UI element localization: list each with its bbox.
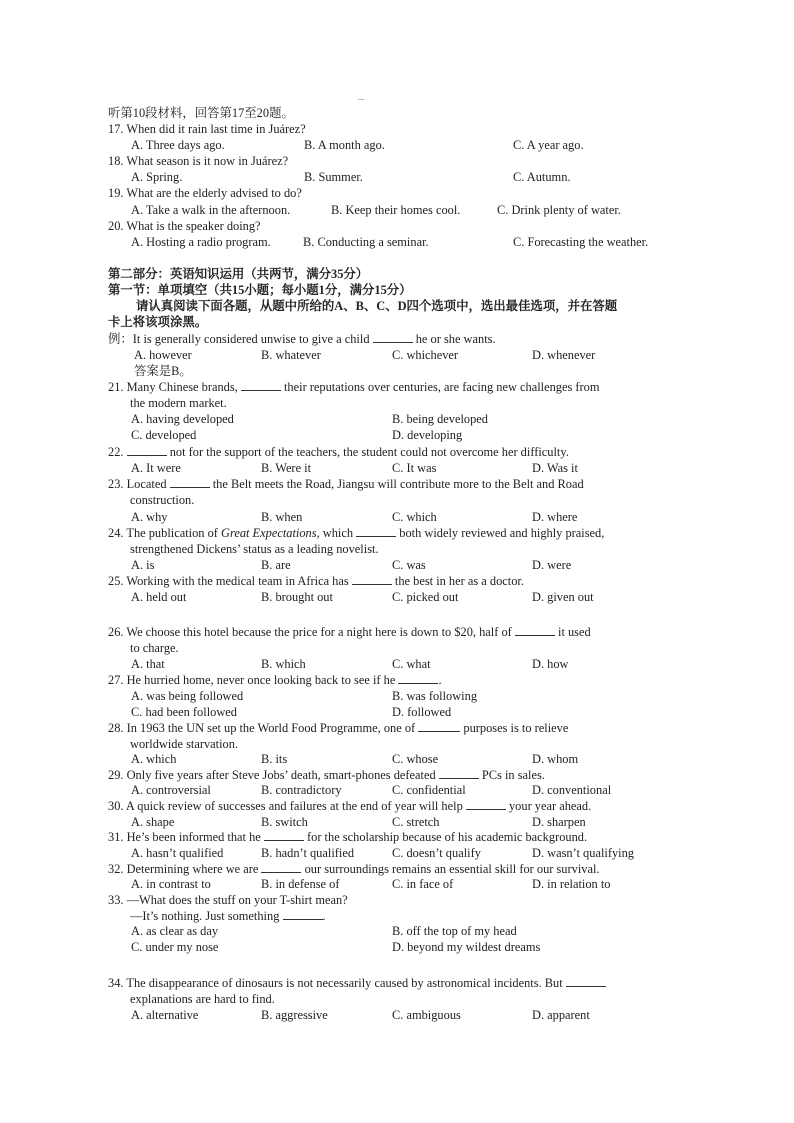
question-number: 32. (108, 862, 124, 876)
option-a: A. Take a walk in the afternoon. (131, 203, 291, 217)
question-number: 33. (108, 893, 124, 907)
question-number: 22. (108, 445, 124, 459)
question-30 (108, 798, 591, 814)
option-a: A. controversial (131, 783, 211, 797)
option-b: B. Were it (261, 461, 312, 475)
question-stem: your year ahead. (508, 799, 592, 813)
question-number: 23. (108, 477, 124, 491)
option-d: D. how (532, 657, 569, 671)
question-32 (108, 861, 600, 877)
option-c: C. what (392, 657, 431, 671)
answer-blank (515, 624, 555, 636)
option-d: D. Was it (532, 461, 578, 475)
question-stem: What is the speaker doing? (126, 219, 261, 233)
question-number: 20. (108, 219, 124, 233)
question-stem: Determining where we are (126, 862, 259, 876)
question-23 (108, 476, 584, 492)
option-b: B. when (261, 510, 303, 524)
example-stem-end: he or she wants. (415, 332, 496, 346)
question-stem: What are the elderly advised to do? (126, 186, 302, 200)
question-stem: our surroundings remains an essential skill for our survival. (304, 862, 600, 876)
example-answer: 答案是B。 (134, 364, 192, 378)
option-b: B. A month ago. (304, 138, 385, 152)
instruction-line-1: 请认真阅读下面各题，从题中所给的A、B、C、D四个选项中，选出最佳选项，并在答题 (136, 299, 618, 313)
option-b: B. switch (261, 815, 308, 829)
option-d: D. conventional (532, 783, 612, 797)
question-stem: The publication of (126, 526, 218, 540)
answer-blank (439, 767, 479, 779)
question-34 (108, 975, 606, 991)
option-c: C. A year ago. (513, 138, 584, 152)
option-c: C. Forecasting the weather. (513, 235, 649, 249)
answer-blank (170, 476, 210, 488)
question-stem-continued: construction. (130, 493, 195, 507)
example-question (108, 331, 496, 347)
question-stem: it used (558, 625, 591, 639)
example-stem-start: It is generally considered unwise to give a child (132, 332, 370, 346)
question-stem: . (322, 909, 326, 923)
answer-blank (264, 829, 304, 841)
answer-blank (127, 444, 167, 456)
option-b: B. its (261, 752, 288, 766)
option-a: A. It were (131, 461, 181, 475)
question-number: 26. (108, 625, 124, 639)
question-stem: not for the support of the teachers, the student could not overcome her difficulty. (169, 445, 569, 459)
question-stem: He’s been informed that he (126, 830, 261, 844)
option-d: D. were (532, 558, 572, 572)
option-c: C. It was (392, 461, 437, 475)
question-28 (108, 720, 568, 736)
question-stem: Working with the medical team in Africa has (126, 574, 349, 588)
option-a: A. alternative (131, 1008, 199, 1022)
question-number: 34. (108, 976, 124, 990)
book-title: Great Expectations (221, 526, 317, 540)
option-a: A. Three days ago. (131, 138, 225, 152)
question-stem-continued (130, 908, 326, 924)
part-heading: 第二部分：英语知识运用（共两节，满分35分） (108, 267, 369, 281)
option-a: A. why (131, 510, 168, 524)
option-b: B. whatever (261, 348, 321, 362)
answer-blank (261, 861, 301, 873)
option-d: D. in relation to (532, 877, 611, 891)
example-label: 例： (108, 332, 133, 346)
question-number: 28. (108, 721, 124, 735)
answer-blank (466, 798, 506, 810)
answer-blank (241, 379, 281, 391)
option-a: A. Spring. (131, 170, 183, 184)
option-a: A. is (131, 558, 155, 572)
option-b: B. brought out (261, 590, 333, 604)
option-d: D. whom (532, 752, 579, 766)
section-intro: 听第10段材料，回答第17至20题。 (108, 106, 294, 120)
question-33 (108, 892, 348, 908)
question-25 (108, 573, 524, 589)
option-c: C. whichever (392, 348, 459, 362)
answer-blank (356, 525, 396, 537)
option-b: B. contradictory (261, 783, 342, 797)
option-c: C. confidential (392, 783, 466, 797)
option-a: A. in contrast to (131, 877, 211, 891)
answer-blank (418, 720, 460, 732)
option-a: A. that (131, 657, 165, 671)
question-stem-continued: worldwide starvation. (130, 737, 239, 751)
option-d: D. given out (532, 590, 594, 604)
option-c: C. in face of (392, 877, 454, 891)
option-c: C. whose (392, 752, 439, 766)
instruction-line-2: 卡上将该项涂黑。 (108, 315, 208, 329)
question-17 (108, 121, 306, 137)
question-19 (108, 185, 302, 201)
option-b: B. Conducting a seminar. (303, 235, 429, 249)
question-stem: the Belt meets the Road, Jiangsu will contribute more to the Belt and Road (212, 477, 584, 491)
question-stem: He hurried home, never once looking back to see if he (126, 673, 396, 687)
question-stem: A quick review of successes and failures at the end of year will help (125, 799, 463, 813)
option-a: A. as clear as day (131, 924, 219, 938)
option-b: B. off the top of my head (392, 924, 517, 938)
option-c: C. Drink plenty of water. (497, 203, 621, 217)
question-18 (108, 153, 288, 169)
option-c: C. Autumn. (513, 170, 571, 184)
option-b: B. Summer. (304, 170, 363, 184)
section-heading: 第一节：单项填空（共15小题；每小题1分，满分15分） (108, 283, 412, 297)
option-d: D. whenever (532, 348, 596, 362)
question-stem-continued: the modern market. (130, 396, 227, 410)
question-22 (108, 444, 569, 460)
question-20 (108, 218, 261, 234)
answer-blank (283, 908, 323, 920)
option-a: A. was being followed (131, 689, 244, 703)
scan-mark (358, 99, 364, 100)
question-number: 24. (108, 526, 124, 540)
question-number: 25. (108, 574, 124, 588)
question-stem: the best in her as a doctor. (394, 574, 524, 588)
question-stem-continued: explanations are hard to find. (130, 992, 275, 1006)
option-b: B. which (261, 657, 306, 671)
answer-blank (398, 672, 438, 684)
question-stem: Located (126, 477, 167, 491)
question-number: 18. (108, 154, 124, 168)
option-a: A. however (134, 348, 192, 362)
option-b: B. are (261, 558, 291, 572)
question-number: 30. (108, 799, 124, 813)
option-c: C. picked out (392, 590, 459, 604)
answer-blank (373, 331, 413, 343)
question-31 (108, 829, 587, 845)
option-d: D. wasn’t qualifying (532, 846, 634, 860)
question-stem: —It’s nothing. Just something (130, 909, 280, 923)
question-stem: . (438, 673, 442, 687)
question-26 (108, 624, 591, 640)
question-stem-continued: strengthened Dickens’ status as a leading novelist. (130, 542, 379, 556)
question-number: 27. (108, 673, 124, 687)
option-d: D. followed (392, 705, 452, 719)
option-b: B. being developed (392, 412, 489, 426)
option-a: A. which (131, 752, 177, 766)
option-b: B. hadn’t qualified (261, 846, 355, 860)
question-number: 31. (108, 830, 124, 844)
option-c: C. doesn’t qualify (392, 846, 481, 860)
option-c: C. stretch (392, 815, 440, 829)
question-stem: Many Chinese brands, (126, 380, 238, 394)
question-stem: purposes is to relieve (463, 721, 569, 735)
question-stem: In 1963 the UN set up the World Food Programme, one of (126, 721, 416, 735)
option-c: C. ambiguous (392, 1008, 461, 1022)
option-c: C. was (392, 558, 426, 572)
option-a: A. hasn’t qualified (131, 846, 224, 860)
option-d: D. sharpen (532, 815, 586, 829)
option-c: C. which (392, 510, 437, 524)
question-stem: We choose this hotel because the price for a night here is down to $20, half of (126, 625, 512, 639)
option-b: B. was following (392, 689, 478, 703)
question-stem: their reputations over centuries, are facing new challenges from (283, 380, 600, 394)
question-stem: The disappearance of dinosaurs is not necessarily caused by astronomical incidents. But (126, 976, 563, 990)
option-a: A. Hosting a radio program. (131, 235, 271, 249)
question-number: 17. (108, 122, 124, 136)
answer-blank (566, 975, 606, 987)
answer-blank (352, 573, 392, 585)
option-b: B. aggressive (261, 1008, 328, 1022)
option-b: B. Keep their homes cool. (331, 203, 461, 217)
question-stem: both widely reviewed and highly praised, (399, 526, 605, 540)
option-c: C. under my nose (131, 940, 219, 954)
option-d: D. apparent (532, 1008, 590, 1022)
question-stem: , which (316, 526, 354, 540)
option-d: D. beyond my wildest dreams (392, 940, 541, 954)
question-stem: What season is it now in Juárez? (126, 154, 289, 168)
option-b: B. in defense of (261, 877, 340, 891)
question-number: 19. (108, 186, 124, 200)
question-stem-continued: to charge. (130, 641, 179, 655)
question-stem: for the scholarship because of his academic background. (307, 830, 588, 844)
question-stem: Only five years after Steve Jobs’ death, smart-phones defeated (126, 768, 436, 782)
option-c: C. developed (131, 428, 197, 442)
question-stem: —What does the stuff on your T-shirt mean? (126, 893, 348, 907)
question-stem: PCs in sales. (481, 768, 545, 782)
option-d: D. developing (392, 428, 463, 442)
option-d: D. where (532, 510, 578, 524)
option-a: A. having developed (131, 412, 234, 426)
question-24 (108, 525, 604, 541)
option-a: A. held out (131, 590, 187, 604)
question-27 (108, 672, 442, 688)
question-number: 29. (108, 768, 124, 782)
question-21 (108, 379, 599, 395)
question-stem: When did it rain last time in Juárez? (126, 122, 306, 136)
option-a: A. shape (131, 815, 175, 829)
option-c: C. had been followed (131, 705, 237, 719)
question-number: 21. (108, 380, 124, 394)
question-29 (108, 767, 545, 783)
